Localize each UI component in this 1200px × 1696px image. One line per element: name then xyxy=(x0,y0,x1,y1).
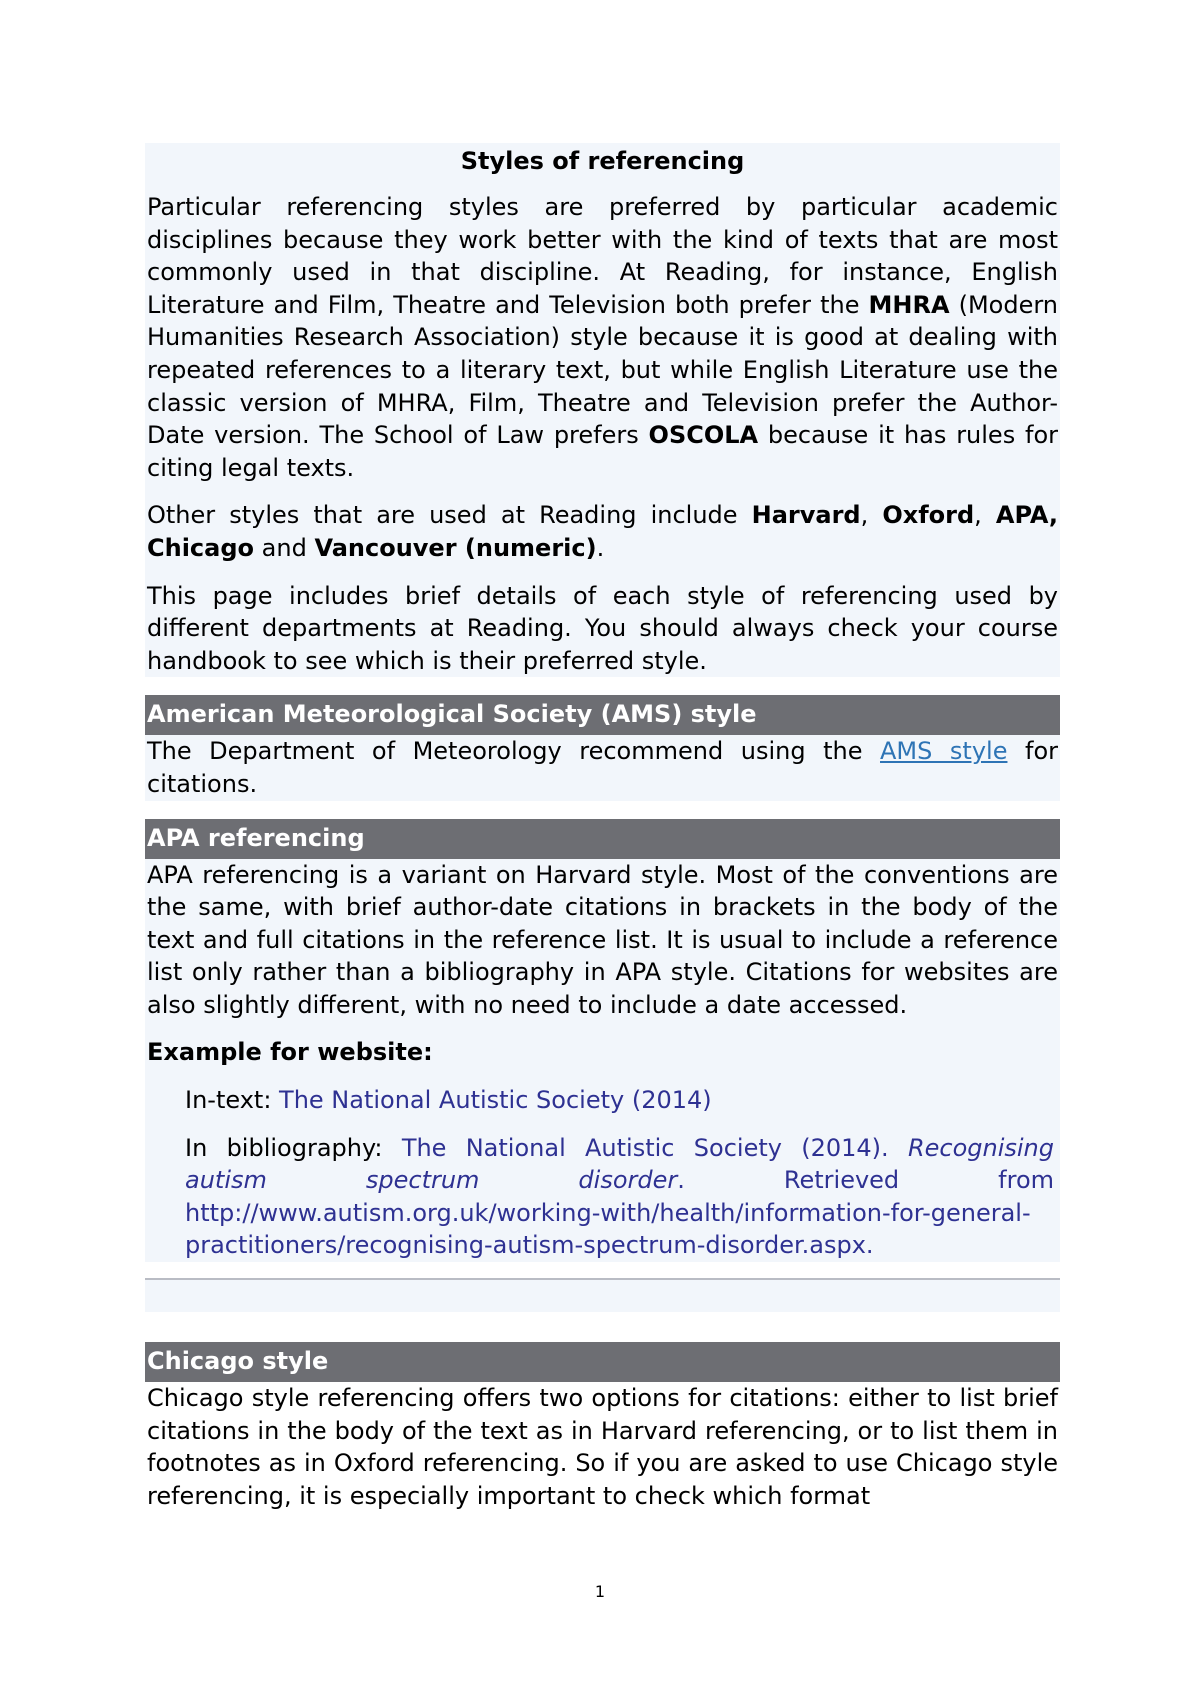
bibliography-rest: . Retrieved from http://www.autism.org.uk/working-with/health/information-for-general-practitioners/recognising-autism-spectrum-disorder.aspx. xyxy=(185,1166,1055,1260)
page-title: Styles of referencing xyxy=(460,147,745,175)
intro-section xyxy=(145,143,1060,677)
ams-paragraph xyxy=(147,735,1058,800)
bibliography-title: Recognising autism spectrum disorder xyxy=(185,1133,1055,1195)
intext-label: In-text: xyxy=(185,1086,280,1115)
apa-section xyxy=(145,859,1060,1263)
ams-style-link[interactable]: AMS style xyxy=(880,737,1008,766)
intro-text: Other styles that are used at Reading include xyxy=(147,501,752,530)
harvard-label: Harvard xyxy=(751,501,861,530)
vancouver-label: Vancouver (numeric) xyxy=(314,533,597,562)
apa-example-label xyxy=(147,1036,1058,1069)
intro-text: because it has rules for citing legal texts. xyxy=(147,421,1059,482)
separator: and xyxy=(254,533,315,562)
ams-text: The Department of Meteorology recommend using the xyxy=(147,737,881,766)
section-divider xyxy=(145,1278,1060,1312)
document-body xyxy=(145,143,1060,1512)
page-number: 1 xyxy=(594,1582,606,1601)
ams-text: for citations. xyxy=(147,737,1058,798)
bibliography-label: In bibliography: xyxy=(185,1133,402,1162)
separator: , xyxy=(860,501,883,530)
chicago-paragraph: Chicago style referencing offers two options for citations: either to list brief citations in the body of the text as in Harvard referencing, or to list them in footnotes as in Oxford referencing. So if you are asked to use Chicago style referencing, it is especially important to check which format xyxy=(147,1384,1058,1510)
example-label: Example for website: xyxy=(147,1038,433,1067)
apa-paragraph: APA referencing is a variant on Harvard style. Most of the conventions are the same, with brief author-date citations in brackets in the body of the text and full citations in the reference list. It is usual to include a reference list only rather than a bibliography in APA style. Citations for websites are also slightly different, with no need to include a date accessed. xyxy=(147,860,1058,1019)
chicago-heading: Chicago style xyxy=(145,1342,1060,1382)
bibliography-author: The National Autistic Society (2014). xyxy=(401,1133,908,1162)
mhra-label: MHRA xyxy=(868,290,950,319)
apa-bibliography-example xyxy=(147,1132,1058,1262)
intro-text: (Modern Humanities Research Association) style because it is good at dealing with repeated references to a literary text, but while English Literature use the classic version of MHRA, Film, Theatre and Television prefer the Author-Date version. The School of Law prefers xyxy=(147,290,1058,450)
separator: . xyxy=(596,533,605,562)
oscola-label: OSCOLA xyxy=(648,421,759,450)
intro-paragraph-2 xyxy=(147,499,1058,564)
apa-intext-example xyxy=(147,1084,1058,1117)
oxford-label: Oxford xyxy=(882,501,975,530)
ams-heading: American Meteorological Society (AMS) style xyxy=(145,695,1060,735)
separator: , xyxy=(974,501,996,530)
ams-section xyxy=(145,735,1060,800)
intro-paragraph-1 xyxy=(147,191,1058,484)
apa-chicago-label: APA, Chicago xyxy=(147,501,1058,562)
intro-text: Particular referencing styles are preferred by particular academic disciplines because they work better with the kind of texts that are most commonly used in that discipline. At Reading, for instance, English Literature and Film, Theatre and Television both prefer the xyxy=(147,193,1058,319)
spacer xyxy=(145,1312,1060,1342)
intro-paragraph-3: This page includes brief details of each style of referencing used by different departments at Reading. You should always check your course handbook to see which is their preferred style. xyxy=(147,581,1058,675)
intext-value: The National Autistic Society (2014) xyxy=(279,1086,712,1115)
chicago-section xyxy=(145,1382,1060,1512)
apa-heading: APA referencing xyxy=(145,819,1060,859)
